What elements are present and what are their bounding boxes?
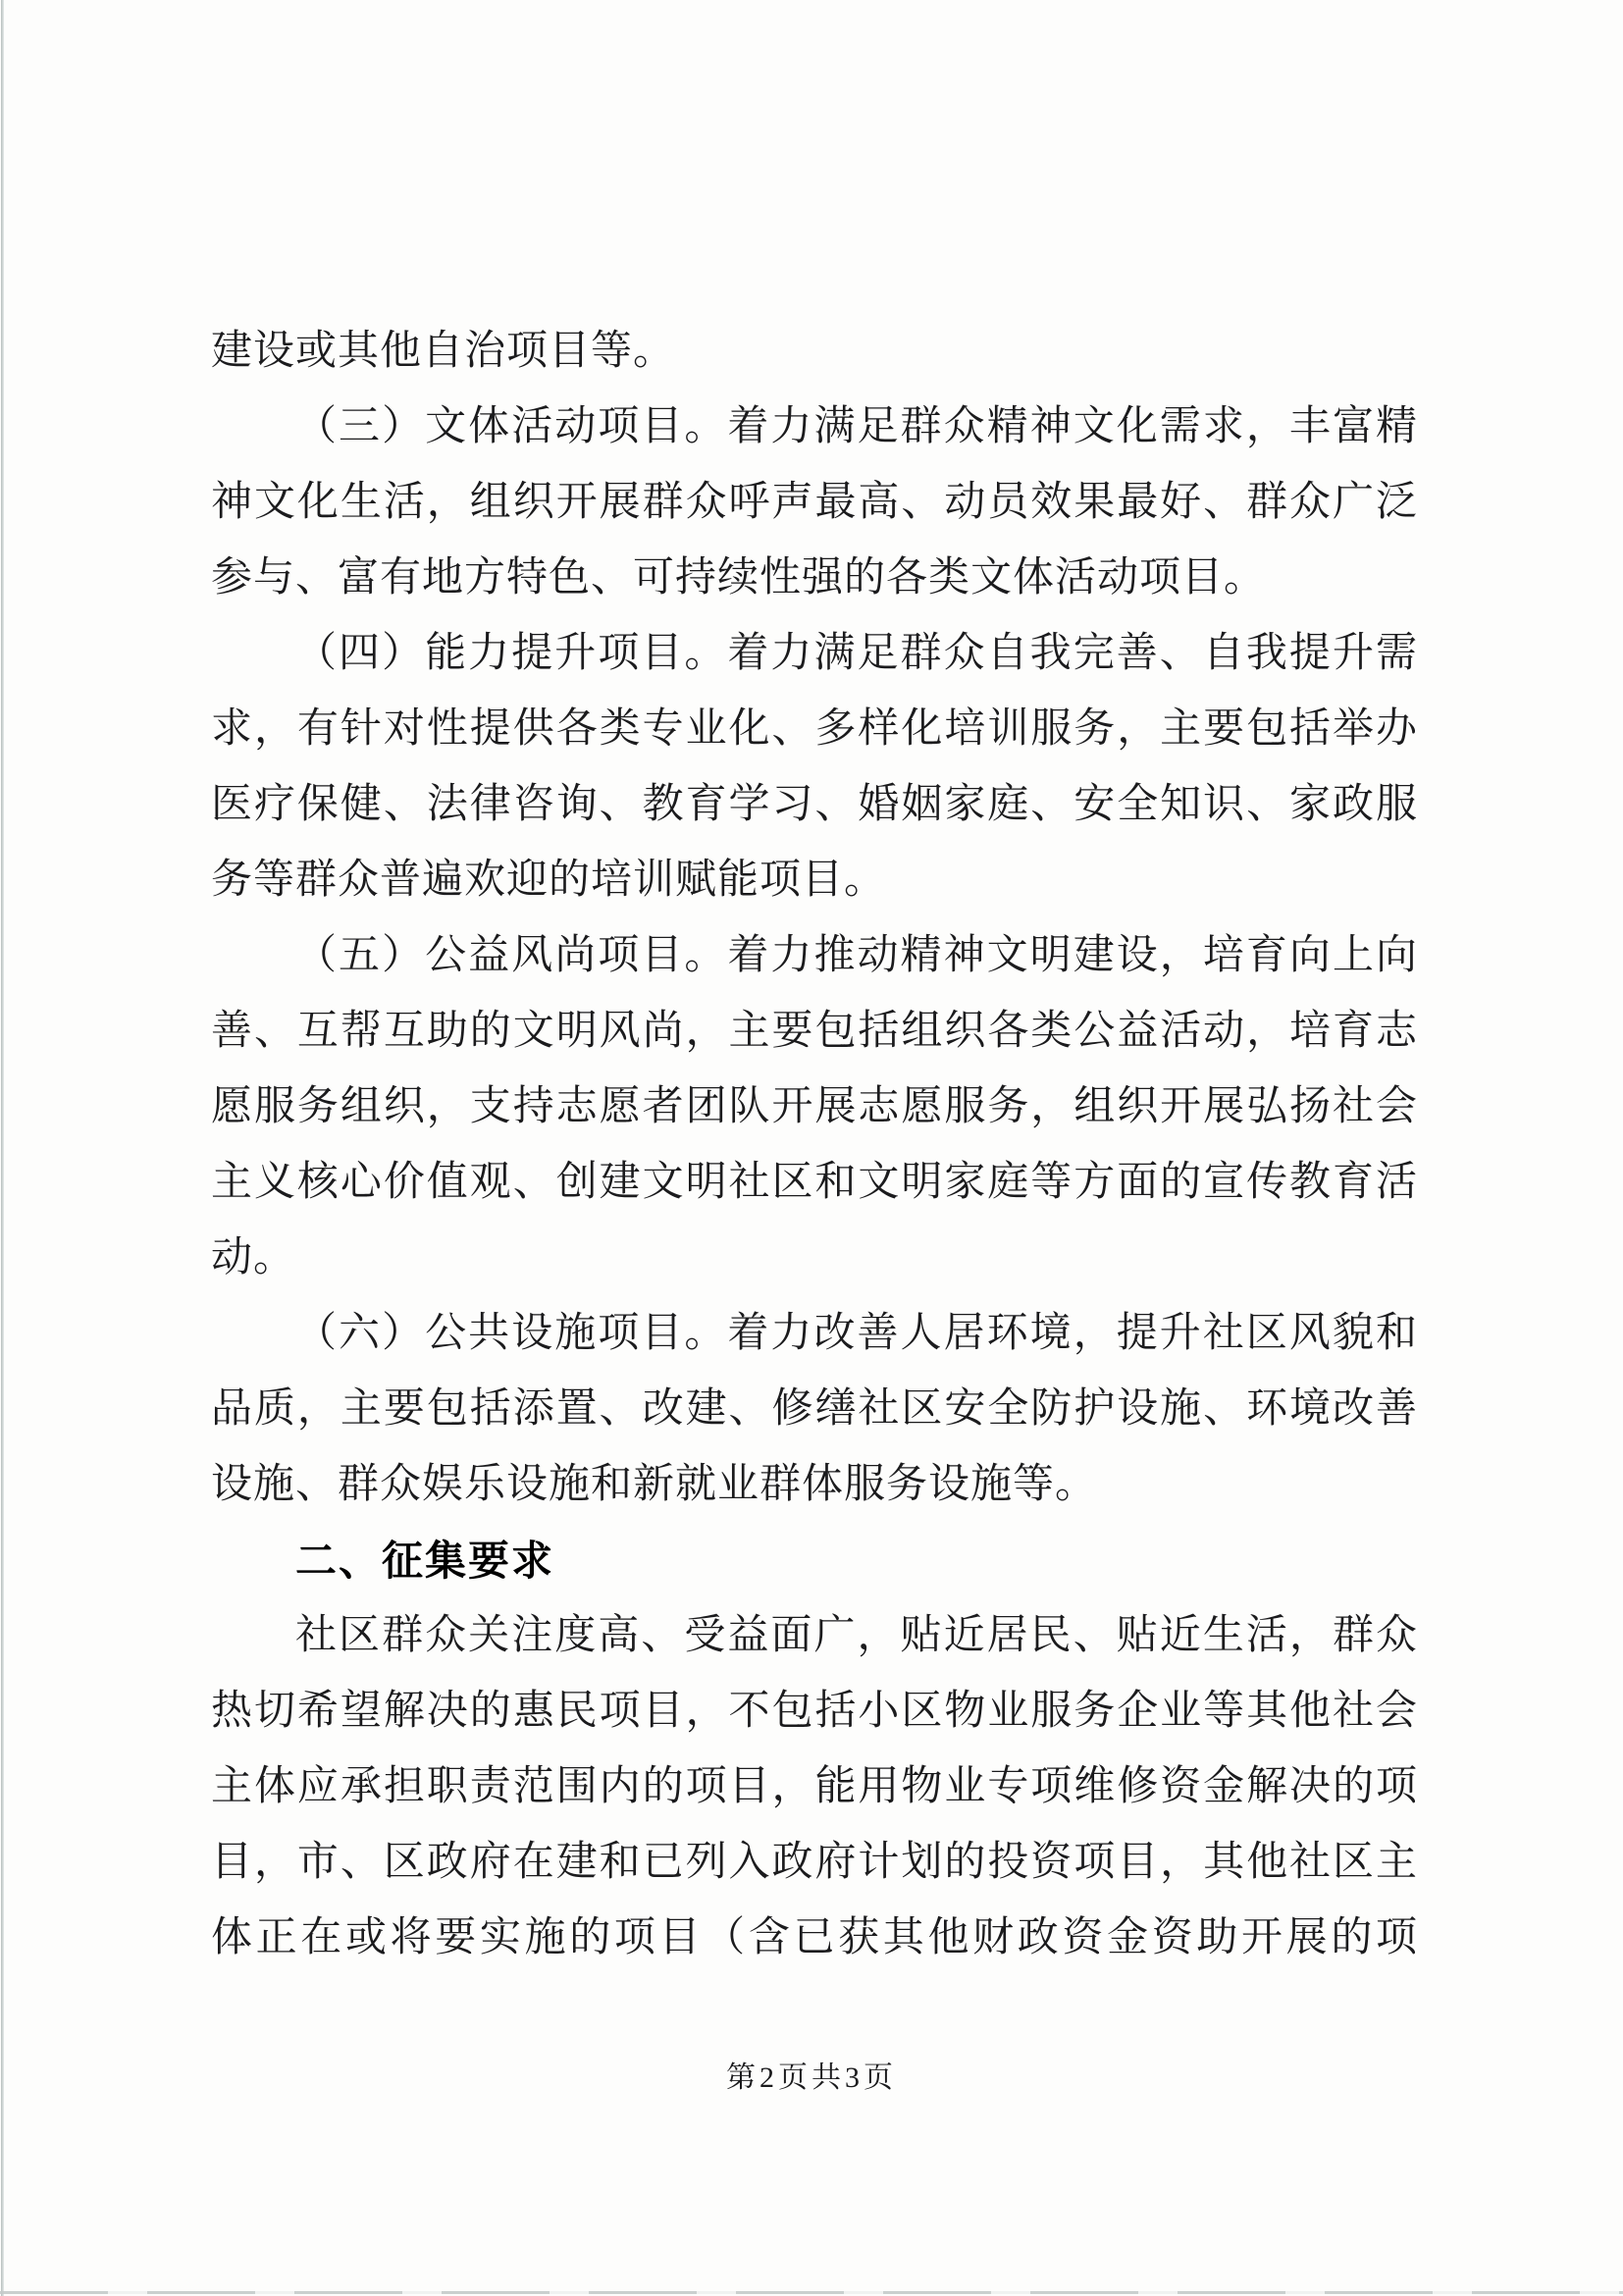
text-line: （三）文体活动项目。着力满足群众精神文化需求，丰富精	[295, 404, 1418, 449]
text-line: （四）能力提升项目。着力满足群众自我完善、自我提升需	[295, 631, 1418, 676]
text-line: 参与、富有地方特色、可持续性强的各类文体活动项目。	[211, 555, 1267, 600]
text-line: 主体应承担职责范围内的项目，能用物业专项维修资金解决的项	[211, 1764, 1418, 1809]
text-line: 求，有针对性提供各类专业化、多样化培训服务，主要包括举办	[211, 706, 1418, 752]
text-line: 善、互帮互助的文明风尚，主要包括组织各类公益活动，培育志	[211, 1009, 1418, 1054]
text-line: 热切希望解决的惠民项目，不包括小区物业服务企业等其他社会	[211, 1689, 1418, 1734]
text-line: 体正在或将要实施的项目（含已获其他财政资金资助开展的项	[211, 1915, 1418, 1960]
text-line: 神文化生活，组织开展群众呼声最高、动员效果最好、群众广泛	[211, 480, 1418, 525]
scan-edge-left	[1, 0, 4, 2296]
text-line: 品质，主要包括添置、改建、修缮社区安全防护设施、环境改善	[211, 1386, 1418, 1432]
document-body	[211, 314, 1418, 1976]
page-number: 第2页共3页	[726, 2061, 897, 2094]
section-heading: 二、征集要求	[295, 1538, 555, 1584]
text-line: 动。	[211, 1235, 296, 1280]
text-line: 医疗保健、法律咨询、教育学习、婚姻家庭、安全知识、家政服	[211, 782, 1418, 827]
text-line: （六）公共设施项目。着力改善人居环境，提升社区风貌和	[295, 1311, 1418, 1356]
page-footer	[0, 2057, 1623, 2100]
text-line: 设施、群众娱乐设施和新就业群体服务设施等。	[211, 1462, 1098, 1507]
text-line: （五）公益风尚项目。着力推动精神文明建设，培育向上向	[295, 933, 1418, 978]
text-line: 务等群众普遍欢迎的培训赋能项目。	[211, 858, 887, 903]
text-line: 目，市、区政府在建和已列入政府计划的投资项目，其他社区主	[211, 1840, 1418, 1885]
text-line: 建设或其他自治项目等。	[211, 329, 676, 374]
text-line: 愿服务组织，支持志愿者团队开展志愿服务，组织开展弘扬社会	[211, 1084, 1418, 1129]
text-line: 主义核心价值观、创建文明社区和文明家庭等方面的宣传教育活	[211, 1160, 1418, 1205]
scan-edge-bottom	[0, 2291, 1623, 2294]
text-line: 社区群众关注度高、受益面广，贴近居民、贴近生活，群众	[295, 1613, 1418, 1658]
